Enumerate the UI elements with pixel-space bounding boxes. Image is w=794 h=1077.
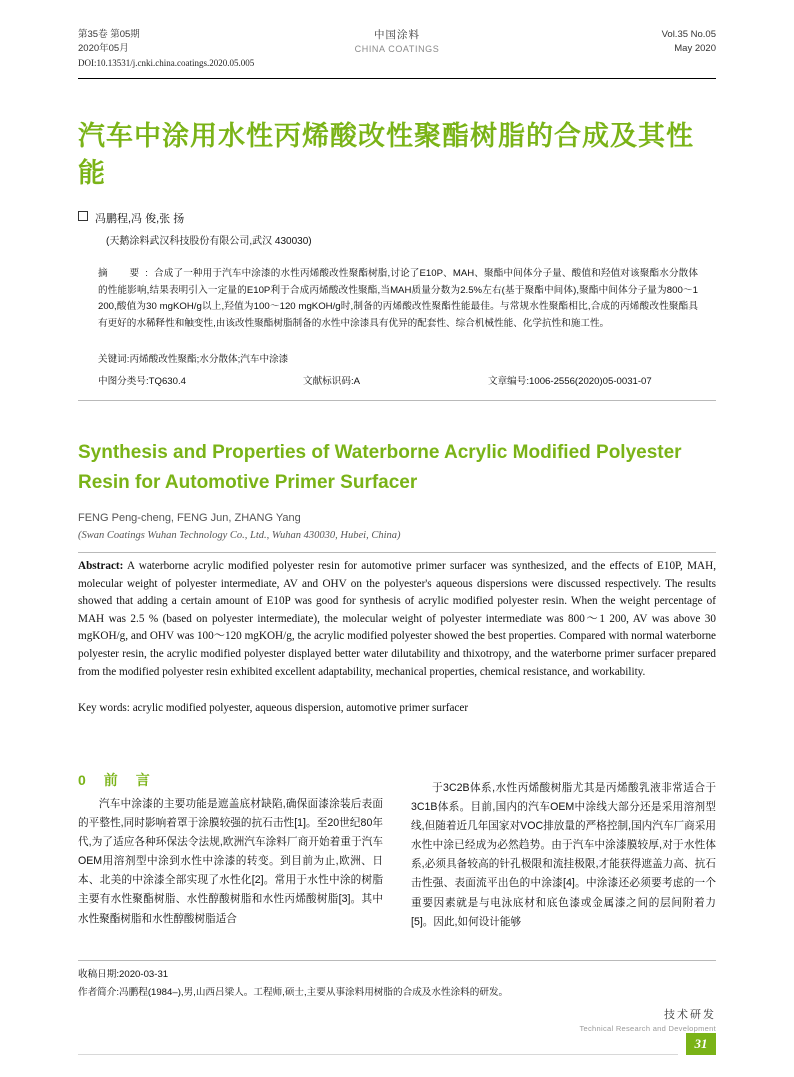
authors-cn-text: 冯鹏程,冯 俊,张 扬 <box>95 213 185 225</box>
page-number-badge: 31 <box>686 1033 716 1055</box>
abstract-divider <box>78 400 716 401</box>
section-heading-intro: 0 前 言 <box>78 772 152 788</box>
footer-section-brand <box>416 1006 716 1033</box>
header-month-year: May 2020 <box>674 43 716 54</box>
page-title-cn: 汽车中涂用水性丙烯酸改性聚酯树脂的合成及其性能 <box>78 121 694 188</box>
abstract-en-label: Abstract: <box>78 560 124 572</box>
abstract-en-text: A waterborne acrylic modified polyester resin for automotive primer surfacer was synthesized, and the effects of E10P, MAH, molecular weight of polyester intermediate, AV and OHV on the polyester's aqueous dispersions were discussed respectively. The results showed that adding a certain amount of E10P was good for synthesis of acrylic modified polyester resin. When the weight percentage of MAH was 2.5 % (based on polyester intermediate), the molecular weight of polyester intermediate was 800～1 200, AV was above 30 mgKOH/g, and OHV was 100～120 mgKOH/g, the acrylic modified polyester showed the best properties. Compared with normal waterborne polyester resin, the acrylic modified polyester displayed better water dilutability and thixotropy, and the waterborne primer surfacer prepared from the modified polyester resin exhibited excellent adaptability, mechanical properties, chemical resistance, and workability. <box>78 560 716 678</box>
affiliation-en: (Swan Coatings Wuhan Technology Co., Ltd., Wuhan 430030, Hubei, China) <box>78 530 401 541</box>
clc-number: 中图分类号:TQ630.4 <box>98 376 186 387</box>
article-number: 文章编号:1006-2556(2020)05-0031-07 <box>488 376 652 387</box>
keywords-cn: 关键词:丙烯酸改性聚酯;水分散体;汽车中涂漆 <box>98 354 289 365</box>
authors-en: FENG Peng-cheng, FENG Jun, ZHANG Yang <box>78 512 301 524</box>
keywords-en <box>78 700 716 718</box>
body-column-left <box>78 795 383 929</box>
header-vol-no: Vol.35 No.05 <box>661 29 716 40</box>
abstract-cn-label: 摘 要: <box>98 268 154 279</box>
page-title-en: Synthesis and Properties of Waterborne Acrylic Modified Polyester Resin for Automotive Primer Surfacer <box>78 442 682 493</box>
en-divider <box>78 552 716 553</box>
body-paragraph: 汽车中涂漆的主要功能是遮盖底材缺陷,确保面漆涂装后表面的平整性,同时影响着罩于涂膜较强的抗石击性[1]。至20世纪80年代,为了适应各种环保法令法规,欧洲汽车涂料厂商开始着重于汽车OEM用溶剂型中涂到水性中涂漆的转变。到目前为止,欧洲、日本、北美的中涂漆全部实现了水性化[2]。常用于水性中涂的树脂主要有水性聚酯树脂、水性醇酸树脂和水性丙烯酸树脂[3]。其中水性聚酯树脂和水性醇酸树脂适合 <box>78 798 383 925</box>
footer-bottom-rule <box>78 1054 678 1055</box>
abstract-cn <box>98 266 698 332</box>
header-issue-block <box>662 28 716 56</box>
journal-name-cn: 中国涂料 <box>374 29 420 41</box>
page-header <box>78 28 716 74</box>
journal-name-en: CHINA COATINGS <box>354 44 440 54</box>
doi-text: DOI:10.13531/j.cnki.china.coatings.2020.05.005 <box>78 58 255 68</box>
footer-notes <box>78 966 716 1002</box>
document-code: 文献标识码:A <box>303 376 361 387</box>
header-volume: 第35卷 第05期 <box>78 29 140 40</box>
authors-cn <box>78 210 718 226</box>
received-date: 收稿日期:2020-03-31 <box>78 969 169 980</box>
affiliation-cn: (天鹅涂料武汉科技股份有限公司,武汉 430030) <box>106 236 312 247</box>
footer-divider <box>78 960 716 961</box>
body-paragraph: 于3C2B体系,水性丙烯酸树脂尤其是丙烯酸乳液非常适合于3C1B体系。目前,国内的汽车OEM中涂线大部分还是采用溶剂型线,但随着近几年国家对VOC排放量的严格控制,国内汽车厂商采用水性中涂已经成为必然趋势。由于汽车中涂漆膜较厚,对于水性体系,必须具备较高的针孔极限和流挂极限,才能获得遮盖力高、抗石击性强、表面流平出色的中涂漆[4]。中涂漆还必须要考虑的一个重要因素就是与电泳底材和底色漆或金属漆之间的层间附着力[5]。因此,如何设计能够 <box>411 782 716 928</box>
square-bullet-icon <box>78 211 88 221</box>
body-column-right <box>411 779 716 932</box>
abstract-cn-text: 合成了一种用于汽车中涂漆的水性丙烯酸改性聚酯树脂,讨论了E10P、MAH、聚酯中间体分子量、酸值和羟值对该聚酯水分散体的性能影响,结果表明引入一定量的E10P利于合成丙烯酸改性聚酯,当MAH质量分数为2.5%左右(基于聚酯中间体),聚酯中间体分子量为800～1 200,酸值为30 mgKOH/g以上,羟值为100～120 mgKOH/g时,制备的丙烯酸改性聚酯性能最佳。与常规水性聚酯相比,合成的丙烯酸改性聚酯具有更好的水稀释性和触变性,由该改性聚酯树脂制备的水性中涂漆具有优异的配套性、综合机械性能、化学抗性和施工性。 <box>98 268 698 329</box>
author-bio: 作者简介:冯鹏程(1984–),男,山西吕梁人。工程师,硕士,主要从事涂料用树脂的合成及水性涂料的研发。 <box>78 987 509 998</box>
abstract-en <box>78 558 716 681</box>
keywords-en-label: Key words: <box>78 702 130 714</box>
footer-brand-cn: 技术研发 <box>664 1009 716 1021</box>
header-date: 2020年05月 <box>78 43 129 54</box>
footer-brand-en: Technical Research and Development <box>579 1024 716 1033</box>
header-journal-block <box>78 28 716 56</box>
classification-codes <box>98 373 698 389</box>
header-divider <box>78 78 716 79</box>
keywords-en-text: acrylic modified polyester, aqueous dispersion, automotive primer surfacer <box>129 702 469 714</box>
